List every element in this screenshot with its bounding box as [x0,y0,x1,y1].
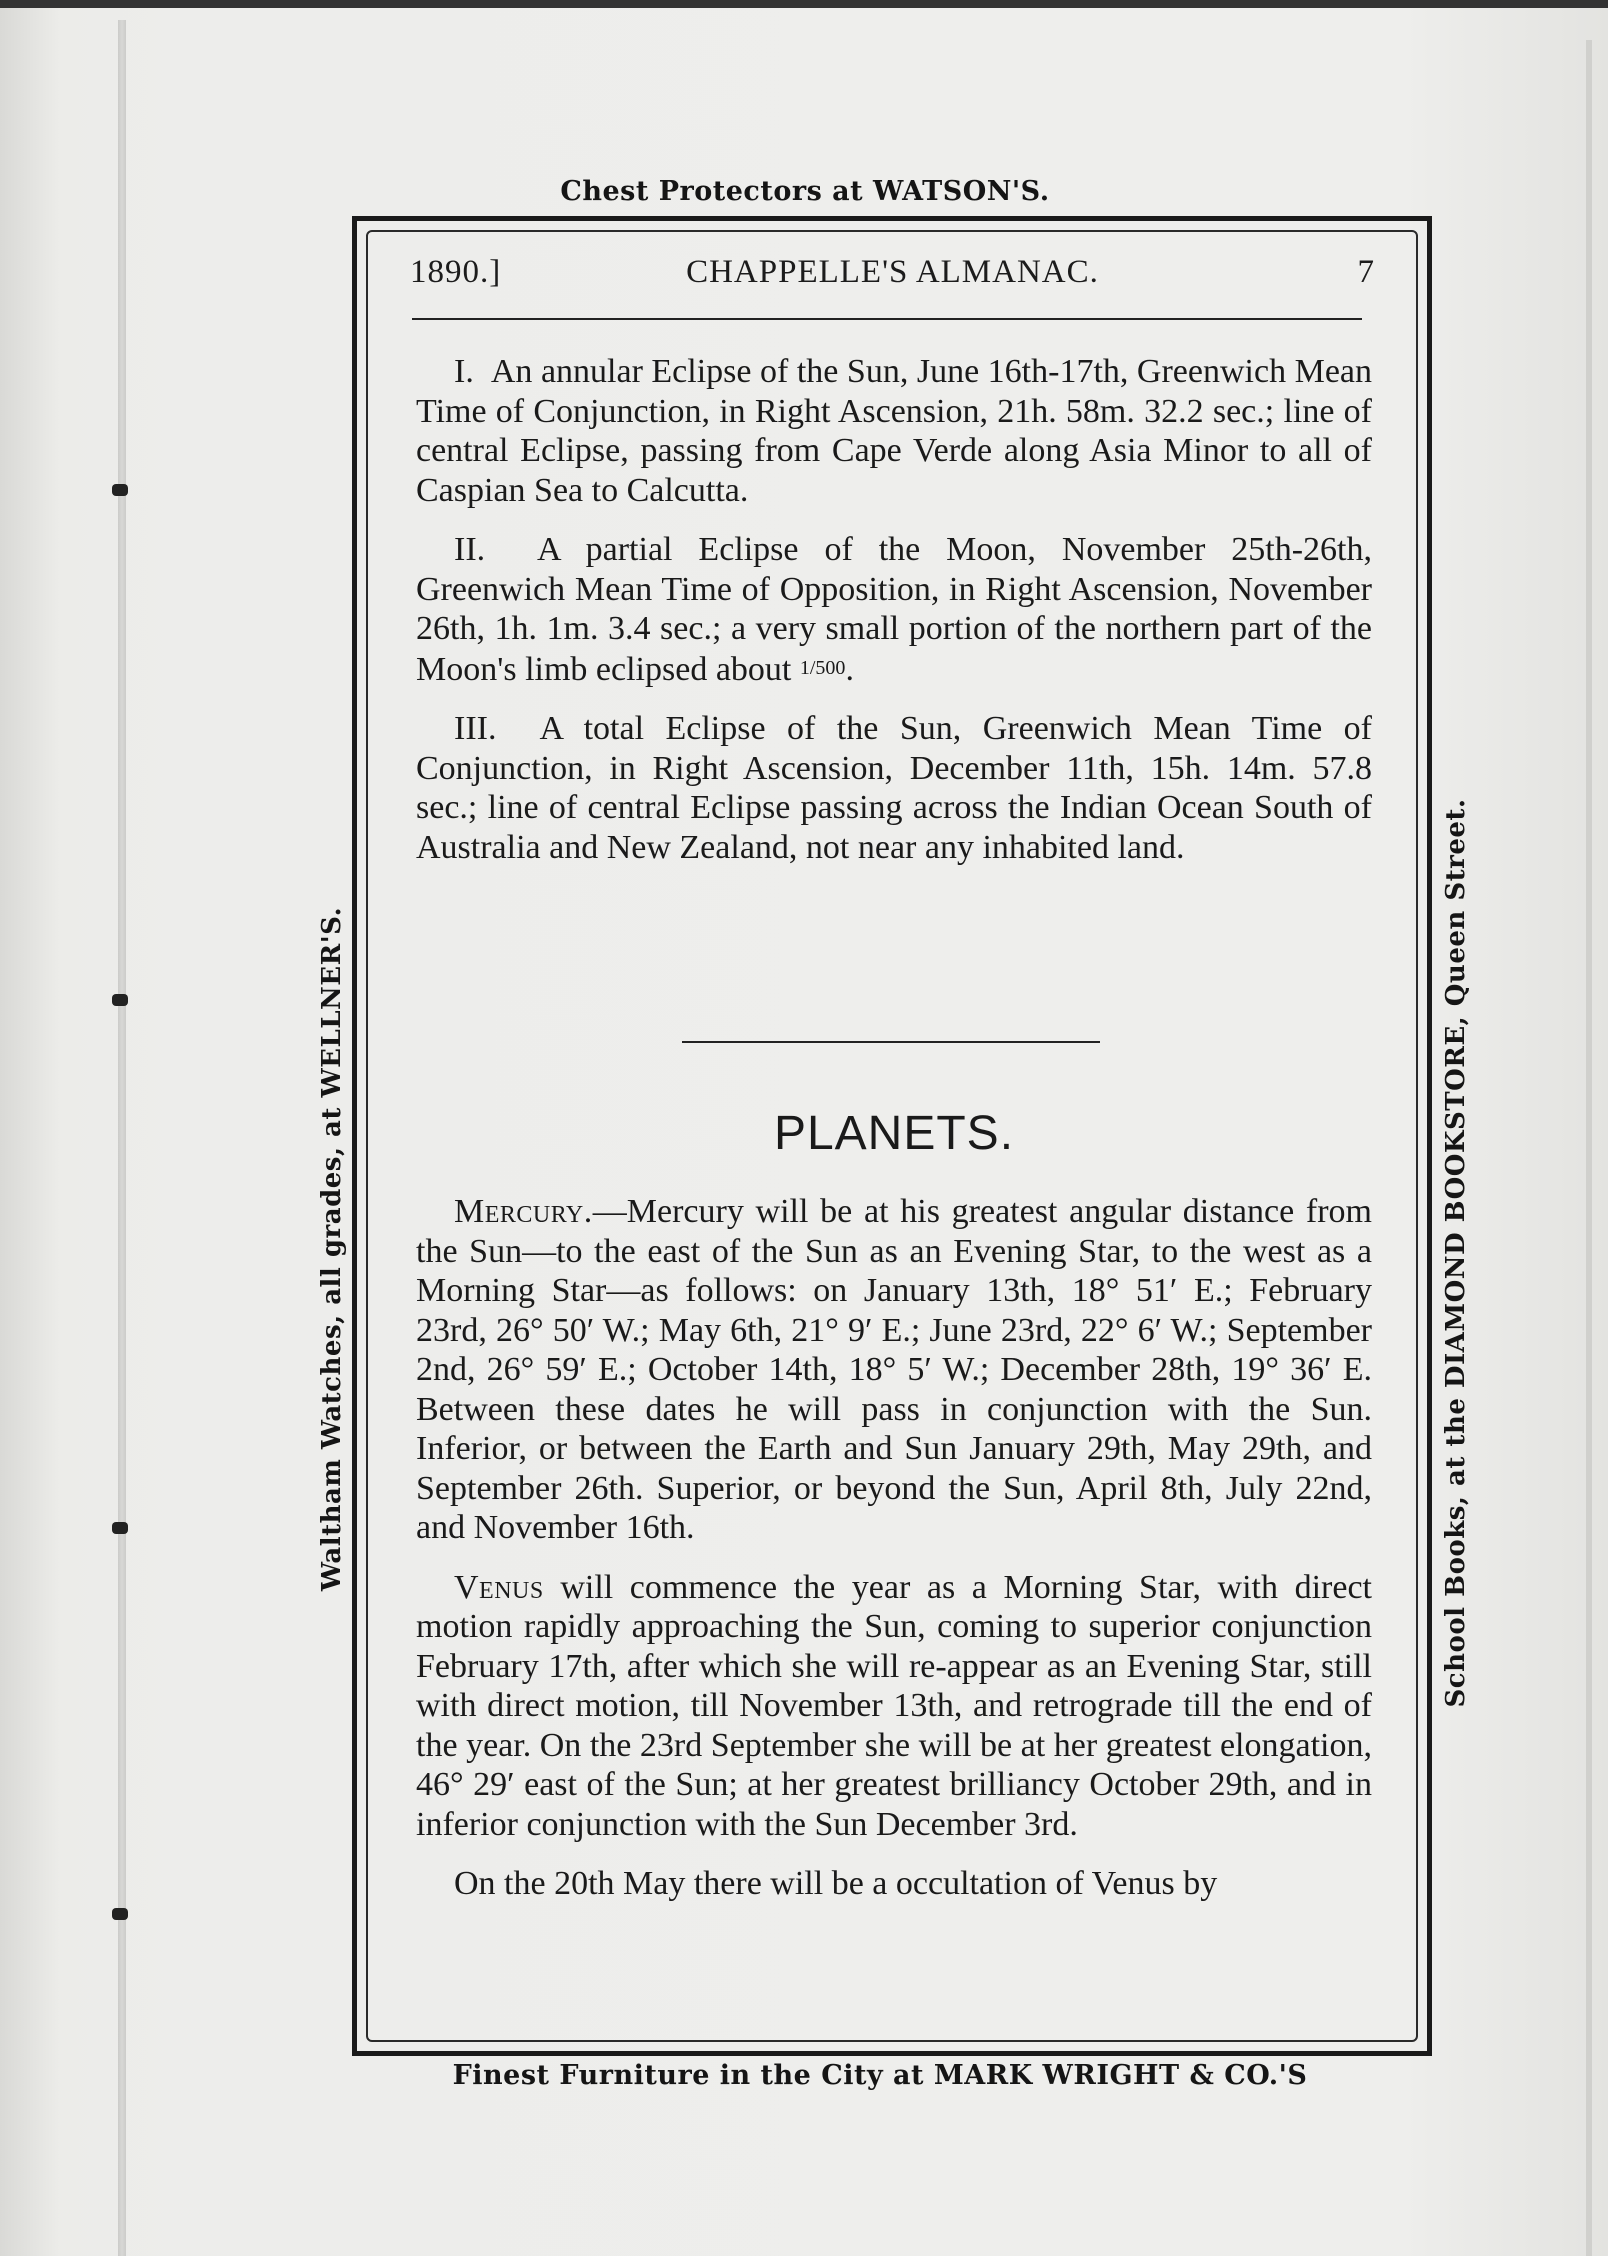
advert-right: School Books, at the DIAMOND BOOKSTORE, Queen Street. [1441,798,1471,1708]
planet-text: On the 20th May there will be a occultation of Venus by [454,1865,1218,1902]
eclipse-text-end: . [845,650,854,688]
fraction: 1/500 [799,656,846,679]
binding-spine [118,20,126,2256]
eclipse-text: A partial Eclipse of the Moon, November 25th-26th, Greenwich Mean Time of Opposition, in Right Ascension, November 26th, 1h. 1m. 3.4 sec.; a very small portion of the northern part of the Moon's limb eclipsed about [416,531,1372,688]
section-divider [682,1041,1100,1043]
advert-left: Waltham Watches, all grades, at WELLNER'S. [317,906,347,1592]
planet-paragraph [416,1864,1372,1904]
binding-hole [112,1908,128,1920]
running-head-year: 1890.] [410,254,502,290]
running-head-title: CHAPPELLE'S ALMANAC. [686,254,1099,290]
planet-name: Mercury. [454,1193,593,1230]
planet-paragraph [416,1568,1372,1845]
eclipse-paragraph [416,352,1372,510]
eclipse-section [416,352,1372,887]
page-number: 7 [1357,254,1375,290]
eclipse-numeral: II. [454,531,486,568]
page-edge [1586,40,1592,2256]
advert-bottom: Finest Furniture in the City at MARK WRIGHT & CO.'S [452,2060,1308,2091]
eclipse-paragraph [416,530,1372,689]
advert-top: Chest Protectors at WATSON'S. [560,176,1050,207]
eclipse-numeral: I. [454,353,474,390]
eclipse-text: An annular Eclipse of the Sun, June 16th-17th, Greenwich Mean Time of Conjunction, in Right Ascension, 21h. 58m. 32.2 sec.; line of central Eclipse, passing from Cape Verde along Asia Minor to all of Caspian Sea to Calcutta. [416,353,1372,509]
running-head [410,254,1375,302]
eclipse-numeral: III. [454,710,497,747]
header-rule [412,318,1362,320]
binding-hole [112,484,128,496]
planet-text: —Mercury will be at his greatest angular distance from the Sun—to the east of the Sun as an Evening Star, to the west as a Morning Star—as follows: on January 13th, 18° 51′ E.; February 23rd, 26° 50′ W.; May 6th, 21° 9′ E.; June 23rd, 22° 6′ W.; September 2nd, 26° 59′ E.; October 14th, 18° 5′ W.; December 28th, 19° 36′ E. Between these dates he will pass in conjunction with the Sun. Inferior, or between the Earth and Sun January 29th, May 29th, and September 26th. Superior, or beyond the Sun, April 8th, July 22nd, and November 16th. [416,1193,1372,1546]
section-title: PLANETS. [773,1107,1015,1160]
planet-text: will commence the year as a Morning Star, with direct motion rapidly approaching the Sun, coming to superior conjunction February 17th, after which she will re-appear as an Evening Star, still with direct motion, till November 13th, and retrograde till the end of the year. On the 23rd September she will be at her greatest elongation, 46° 29′ east of the Sun; at her greatest brilliancy October 29th, and in inferior conjunction with the Sun December 3rd. [416,1568,1372,1843]
binding-hole [112,994,128,1006]
eclipse-paragraph [416,709,1372,867]
planets-section [416,1192,1372,1924]
binding-hole [112,1522,128,1534]
eclipse-text: A total Eclipse of the Sun, Greenwich Mean Time of Conjunction, in Right Ascension, December 11th, 15h. 14m. 57.8 sec.; line of central Eclipse passing across the Indian Ocean South of Australia and New Zealand, not near any inhabited land. [416,710,1373,866]
planet-paragraph [416,1192,1372,1548]
top-edge [0,0,1608,8]
planet-name: Venus [454,1568,544,1606]
